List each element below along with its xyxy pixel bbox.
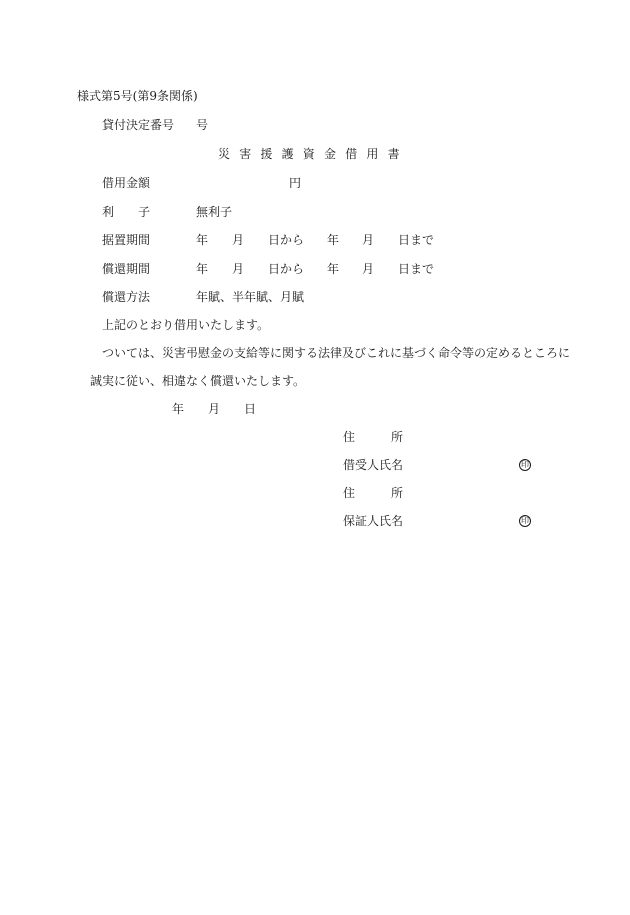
interest-value: 無利子 (196, 205, 233, 219)
loan-number-suffix: 号 (196, 118, 209, 132)
repayment-period-label: 償還期間 (102, 262, 151, 276)
grace-period-label: 据置期間 (102, 233, 151, 247)
guarantor-address-label-first: 住 (343, 486, 356, 500)
grace-period-month-start: 月 (232, 233, 245, 247)
interest-label-first: 利 (102, 205, 115, 219)
grace-period-month-end: 月 (362, 233, 375, 247)
borrower-address-label-second: 所 (391, 430, 404, 444)
repayment-period-month-start: 月 (232, 262, 245, 276)
repayment-method-label: 償還方法 (102, 290, 151, 304)
guarantor-name-label: 保証人氏名 (343, 514, 404, 528)
repayment-period-year-start: 年 (196, 262, 209, 276)
interest-label-second: 子 (138, 205, 151, 219)
repayment-period-from: 日から (268, 262, 305, 276)
grace-period-until: 日まで (398, 233, 435, 247)
loan-number-label: 貸付決定番号 (102, 118, 175, 132)
body-line-1: 上記のとおり借用いたします。 (102, 318, 270, 332)
date-year: 年 (172, 402, 185, 416)
repayment-period-until: 日まで (398, 262, 435, 276)
borrower-seal-icon: 印 (521, 460, 529, 469)
borrower-address-label-first: 住 (343, 430, 356, 444)
grace-period-from: 日から (268, 233, 305, 247)
form-number-label: 様式第5号(第9条関係) (77, 89, 198, 103)
grace-period-year-start: 年 (196, 233, 209, 247)
grace-period-year-end: 年 (327, 233, 340, 247)
repayment-method-value: 年賦、半年賦、月賦 (196, 290, 305, 304)
repayment-period-month-end: 月 (362, 262, 375, 276)
date-day: 日 (244, 402, 257, 416)
borrower-name-label: 借受人氏名 (343, 458, 404, 472)
body-line-2: ついては、災害弔慰金の支給等に関する法律及びこれに基づく命令等の定めるところに (102, 346, 571, 360)
guarantor-address-label-second: 所 (391, 486, 404, 500)
guarantor-seal-icon: 印 (521, 516, 529, 525)
loan-amount-label: 借用金額 (102, 176, 151, 190)
document-title: 災害援護資金借用書 (218, 147, 409, 161)
body-line-3: 誠実に従い、相違なく償還いたします。 (90, 374, 306, 388)
date-month: 月 (208, 402, 221, 416)
repayment-period-year-end: 年 (327, 262, 340, 276)
loan-amount-unit: 円 (289, 176, 302, 190)
